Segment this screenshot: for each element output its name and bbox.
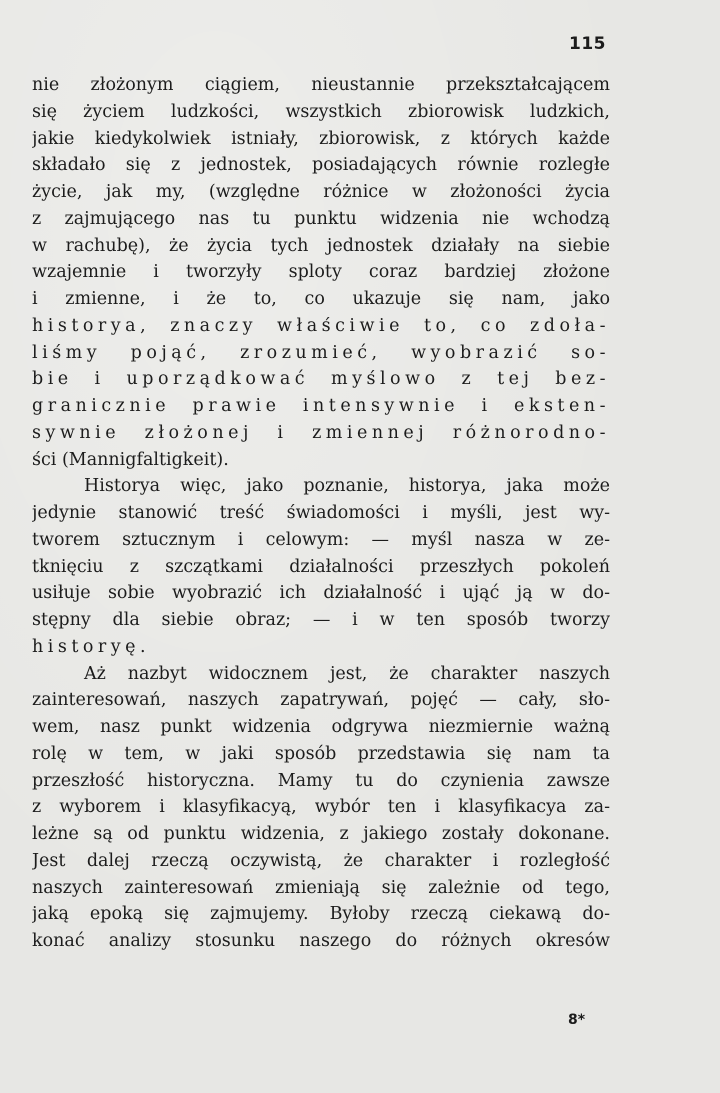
text-line-spaced: sywnie złożonej i zmiennej różnorodno- [32,422,610,443]
text-line: usiłuje sobie wyobrazić ich działalność i ująć ją w do- [32,583,610,604]
text-line: zainteresowań, naszych zapatrywań, pojęć — cały, sło- [32,690,610,711]
text-line: przeszłość historyczna. Mamy tu do czynienia zawsze [32,770,610,791]
text-line: składało się z jednostek, posiadających równie rozległe [32,155,610,176]
text-line: nie złożonym ciągiem, nieustannie przekształcającem [32,75,610,95]
text-line: się życiem ludzkości, wszystkich zbiorowisk ludzkich, [32,101,610,122]
paragraph-2 [32,473,610,660]
paragraph-1 [32,72,610,473]
text-line: ści (Mannigfaltigkeit). [32,449,229,470]
body-text [32,72,610,955]
text-line: leżne są od punktu widzenia, z jakiego zostały dokonane. [32,824,610,844]
text-line: tworem sztucznym i celowym: — myśl nasza w ze- [32,529,610,550]
text-line-spaced: bie i uporządkować myślowo z tej bez- [32,369,610,390]
text-line: jakie kiedykolwiek istniały, zbiorowisk, z których każde [32,128,610,149]
page-number: 115 [569,34,606,54]
text-line-spaced: granicznie prawie intensywnie i eksten- [32,396,610,416]
text-line: jedynie stanowić treść świadomości i myśli, jest wy- [32,503,610,523]
text-line: jaką epoką się zajmujemy. Byłoby rzeczą ciekawą do- [32,904,610,925]
text-line: z zajmującego nas tu punktu widzenia nie wchodzą [32,208,610,229]
text-line: Aż nazbyt widocznem jest, że charakter naszych [84,663,610,684]
text-line: tknięciu z szczątkami działalności przeszłych pokoleń [32,556,610,577]
text-line: Jest dalej rzeczą oczywistą, że charakter i rozległość [32,850,610,871]
text-line-spaced: historya, znaczy właściwie to, co zdoła- [32,315,610,336]
text-line: i zmienne, i że to, co ukazuje się nam, jako [32,289,610,309]
text-line: naszych zainteresowań zmieniają się zależnie od tego, [32,877,610,898]
text-line: w rachubę), że życia tych jednostek działały na siebie [32,235,610,256]
text-line: rolę w tem, w jaki sposób przedstawia się nam ta [32,743,610,764]
text-line: konać analizy stosunku naszego do różnych okresów [32,931,610,951]
text-line-spaced: liśmy pojąć, zrozumieć, wyobrazić so- [32,342,610,363]
text-line-spaced: historyę. [32,636,151,657]
text-line: wzajemnie i tworzyły sploty coraz bardziej złożone [32,262,610,283]
text-line: wem, nasz punkt widzenia odgrywa niezmiernie ważną [32,717,610,737]
paragraph-3 [32,661,610,955]
signature-mark: 8* [568,1012,586,1028]
text-line: życie, jak my, (względne różnice w złożoności życia [32,182,610,202]
text-line: z wyborem i klasyfikacyą, wybór ten i klasyfikacya za- [32,797,610,818]
text-line: stępny dla siebie obraz; — i w ten sposób tworzy [32,610,610,630]
text-line: Historya więc, jako poznanie, historya, jaka może [84,476,610,497]
